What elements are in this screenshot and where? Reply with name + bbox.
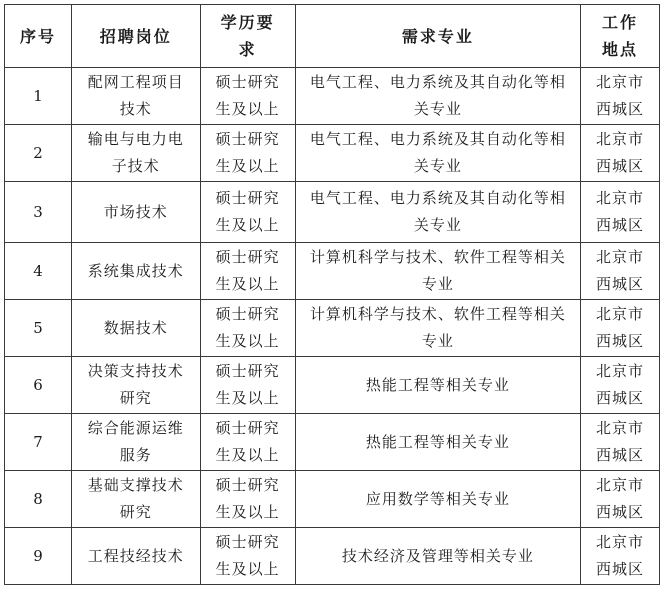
cell-location: 北京市西城区: [581, 471, 660, 528]
cell-education: 硕士研究生及以上: [200, 414, 295, 471]
cell-no: 3: [5, 182, 72, 243]
recruitment-table-container: [4, 4, 660, 585]
cell-no: 9: [5, 528, 72, 585]
table-row: [5, 68, 660, 125]
recruitment-table: [4, 4, 660, 585]
cell-no: 6: [5, 357, 72, 414]
cell-location: 北京市西城区: [581, 125, 660, 182]
cell-education: 硕士研究生及以上: [200, 125, 295, 182]
cell-position: 综合能源运维服务: [72, 414, 201, 471]
header-no: 序号: [5, 5, 72, 68]
table-row: [5, 414, 660, 471]
cell-major: 计算机科学与技术、软件工程等相关专业: [295, 300, 580, 357]
cell-major: 热能工程等相关专业: [295, 357, 580, 414]
cell-position: 系统集成技术: [72, 243, 201, 300]
table-row: [5, 243, 660, 300]
table-row: [5, 182, 660, 243]
cell-major: 电气工程、电力系统及其自动化等相关专业: [295, 182, 580, 243]
header-major: 需求专业: [295, 5, 580, 68]
table-row: [5, 528, 660, 585]
cell-position: 输电与电力电子技术: [72, 125, 201, 182]
cell-location: 北京市西城区: [581, 414, 660, 471]
cell-location: 北京市西城区: [581, 357, 660, 414]
cell-major: 电气工程、电力系统及其自动化等相关专业: [295, 68, 580, 125]
cell-no: 5: [5, 300, 72, 357]
cell-major: 计算机科学与技术、软件工程等相关专业: [295, 243, 580, 300]
cell-education: 硕士研究生及以上: [200, 68, 295, 125]
cell-position: 数据技术: [72, 300, 201, 357]
cell-education: 硕士研究生及以上: [200, 182, 295, 243]
cell-no: 2: [5, 125, 72, 182]
cell-education: 硕士研究生及以上: [200, 300, 295, 357]
table-row: [5, 471, 660, 528]
cell-education: 硕士研究生及以上: [200, 471, 295, 528]
cell-position: 决策支持技术研究: [72, 357, 201, 414]
cell-no: 4: [5, 243, 72, 300]
table-header-row: [5, 5, 660, 68]
cell-location: 北京市西城区: [581, 243, 660, 300]
cell-major: 技术经济及管理等相关专业: [295, 528, 580, 585]
cell-no: 1: [5, 68, 72, 125]
header-position: 招聘岗位: [72, 5, 201, 68]
cell-position: 配网工程项目技术: [72, 68, 201, 125]
cell-education: 硕士研究生及以上: [200, 357, 295, 414]
cell-major: 应用数学等相关专业: [295, 471, 580, 528]
cell-no: 7: [5, 414, 72, 471]
cell-position: 工程技经技术: [72, 528, 201, 585]
cell-location: 北京市西城区: [581, 528, 660, 585]
table-row: [5, 357, 660, 414]
cell-position: 市场技术: [72, 182, 201, 243]
cell-no: 8: [5, 471, 72, 528]
cell-position: 基础支撑技术研究: [72, 471, 201, 528]
header-education: 学历要求: [200, 5, 295, 68]
cell-major: 电气工程、电力系统及其自动化等相关专业: [295, 125, 580, 182]
cell-location: 北京市西城区: [581, 68, 660, 125]
cell-education: 硕士研究生及以上: [200, 528, 295, 585]
cell-location: 北京市西城区: [581, 182, 660, 243]
table-row: [5, 125, 660, 182]
cell-location: 北京市西城区: [581, 300, 660, 357]
table-row: [5, 300, 660, 357]
header-location: 工作地点: [581, 5, 660, 68]
cell-education: 硕士研究生及以上: [200, 243, 295, 300]
cell-major: 热能工程等相关专业: [295, 414, 580, 471]
